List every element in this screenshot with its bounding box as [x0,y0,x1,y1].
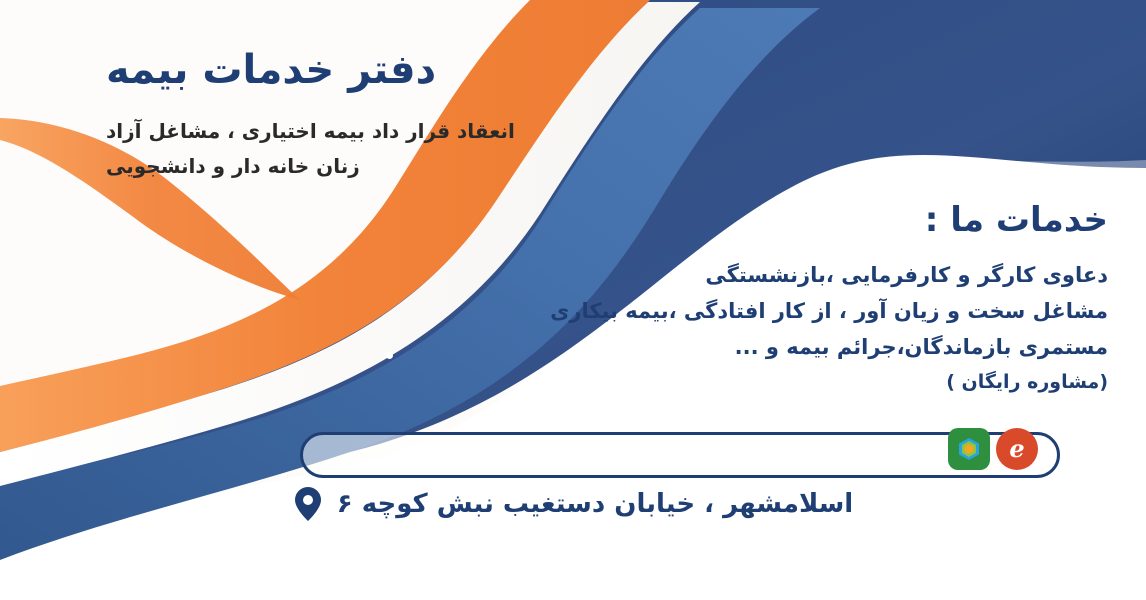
service-item: مستمری بازماندگان،جرائم بیمه و ... [734,335,1108,360]
title-block [106,48,526,184]
social-icons [948,428,1038,470]
card-subtitle-line-1: انعقاد قرار داد بیمه اختیاری ، مشاغل آزاد [106,119,515,143]
services-note: (مشاوره رایگان ) [946,371,1108,394]
services-heading: خدمات ما : [924,200,1108,240]
location-pin-icon [293,486,323,522]
bale-icon[interactable] [948,428,990,470]
address-text: اسلامشهر ، خیابان دستغیب نبش کوچه ۶ [336,489,854,519]
services-block [548,200,1108,398]
eitaa-icon[interactable] [996,428,1038,470]
phone-field-container[interactable] [300,432,1060,478]
service-item: مشاغل سخت و زیان آور ، از کار افتادگی ،بیمه بیکاری [550,298,1108,323]
services-list [548,257,1108,365]
phone-input[interactable] [303,435,1057,475]
card-subtitle-line-2: زنان خانه دار و دانشجویی [106,154,360,178]
card-title: دفتر خدمات بیمه [106,47,437,93]
eitaa-icon-glyph: ℯ [1009,435,1025,463]
address-row [0,486,1146,522]
decorative-dot [386,352,393,359]
bale-icon-shape [956,436,982,462]
service-item: دعاوی کارگر و کارفرمایی ،بازنشستگی [705,262,1108,287]
